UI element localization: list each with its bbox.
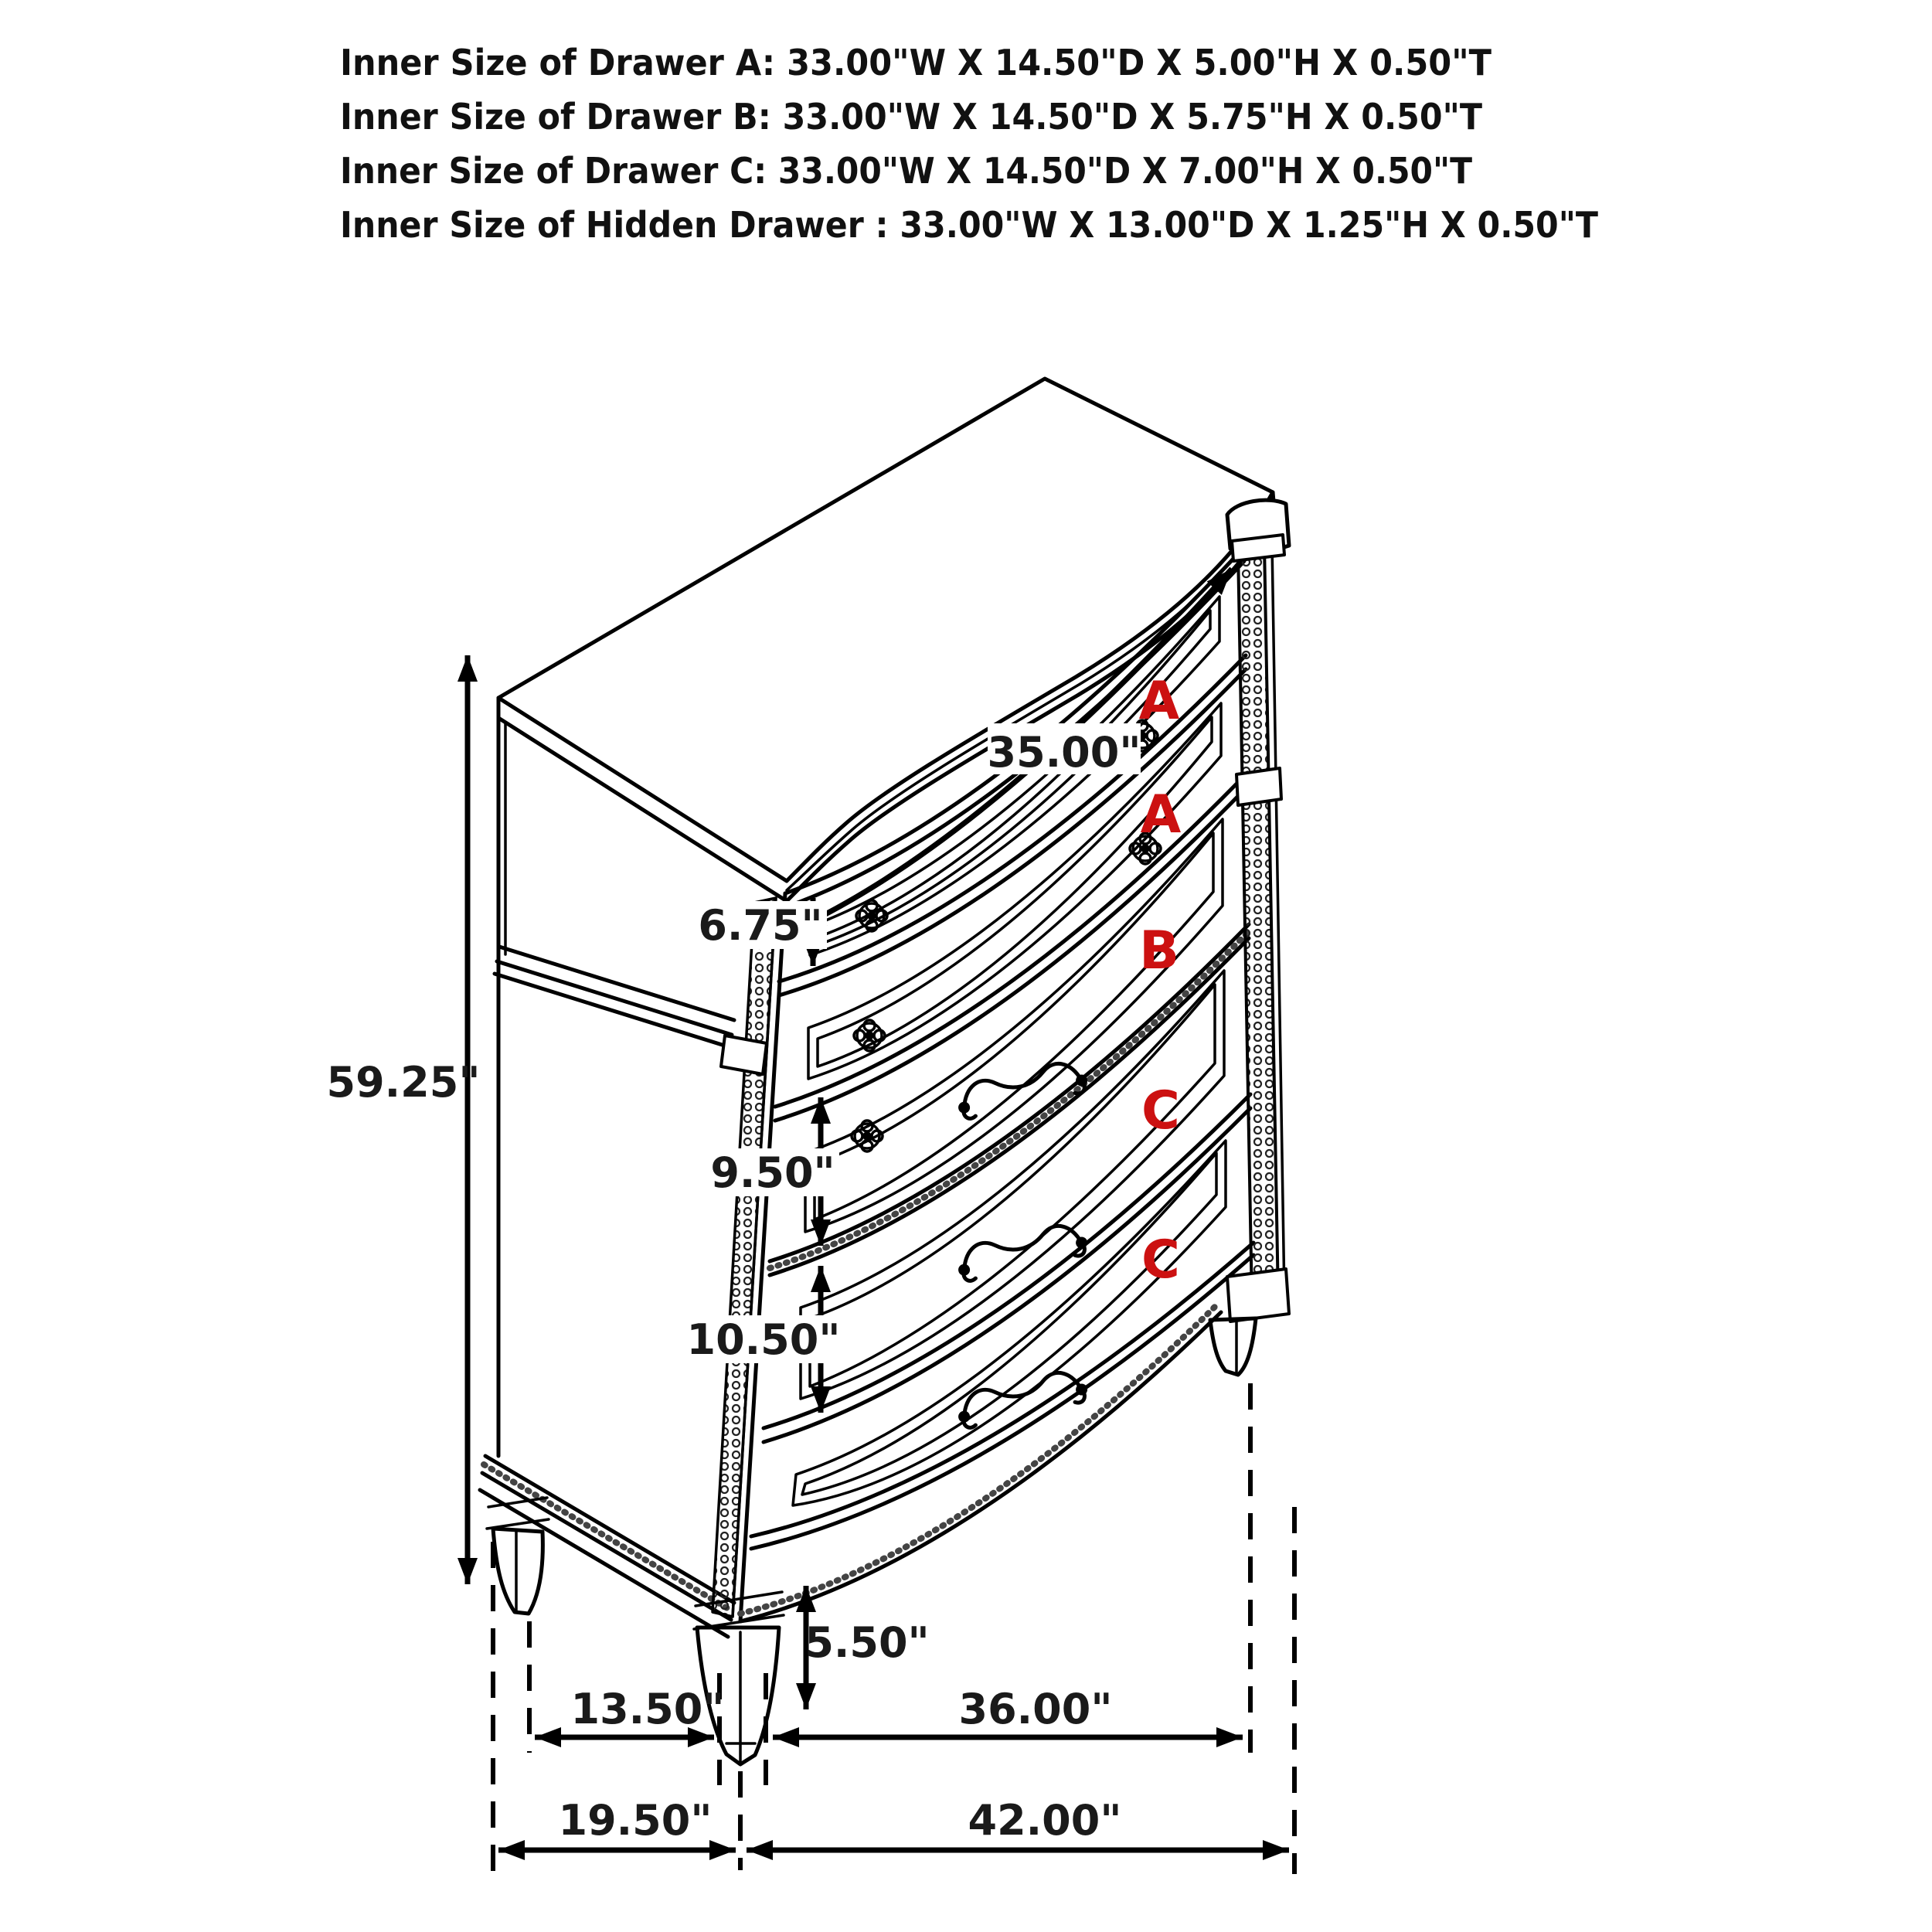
back-left-leg — [487, 1498, 549, 1614]
label-lower-drawer-height: 10.50" — [686, 1315, 841, 1364]
front-right-leg — [1210, 1318, 1256, 1375]
label-side-depth: 13.50" — [570, 1685, 725, 1733]
right-pilaster-collar — [1236, 768, 1281, 805]
spec-header — [340, 42, 1599, 246]
drawer-letter-b: B — [1139, 920, 1179, 981]
drawer-letter-a2: A — [1140, 784, 1182, 845]
drawer-letter-c2: C — [1141, 1230, 1180, 1291]
right-pilaster-base — [1227, 1269, 1289, 1321]
label-middle-drawer-height: 9.50" — [710, 1148, 835, 1197]
drawer-letter-a1: A — [1138, 671, 1180, 732]
left-pilaster — [713, 893, 785, 1621]
label-top-width: 35.00" — [987, 728, 1141, 777]
spec-line-drawer-b: Inner Size of Drawer B: 33.00"W X 14.50"D X 5.75"H X 0.50"T — [340, 96, 1483, 138]
drawer-letter-c1: C — [1141, 1080, 1180, 1141]
label-leg-height: 5.50" — [804, 1618, 930, 1667]
label-overall-height: 59.25" — [326, 1058, 481, 1107]
right-pilaster — [1227, 535, 1289, 1321]
drawer-handles — [955, 1058, 1088, 1429]
spec-line-hidden-drawer: Inner Size of Hidden Drawer : 33.00"W X 13.00"D X 1.25"H X 0.50"T — [340, 204, 1599, 246]
label-overall-depth: 19.50" — [558, 1796, 713, 1845]
side-divider-molding — [495, 947, 734, 1047]
drawer-letters — [1139, 671, 1182, 1291]
right-pilaster-capital — [1232, 535, 1284, 561]
label-overall-width: 42.00" — [968, 1796, 1122, 1845]
label-top-drawer-height: 6.75" — [698, 901, 823, 950]
knob-icon — [854, 1020, 885, 1051]
label-front-width: 36.00" — [958, 1685, 1113, 1733]
spec-line-drawer-c: Inner Size of Drawer C: 33.00"W X 14.50"D X 7.00"H X 0.50"T — [340, 150, 1473, 192]
chest-drawing — [480, 379, 1289, 1764]
side-bottom-molding — [480, 1456, 734, 1637]
left-pilaster-collar — [721, 1036, 767, 1074]
spec-line-drawer-a: Inner Size of Drawer A: 33.00"W X 14.50"D X 5.00"H X 0.50"T — [340, 42, 1492, 83]
chest-left-side — [480, 718, 734, 1637]
